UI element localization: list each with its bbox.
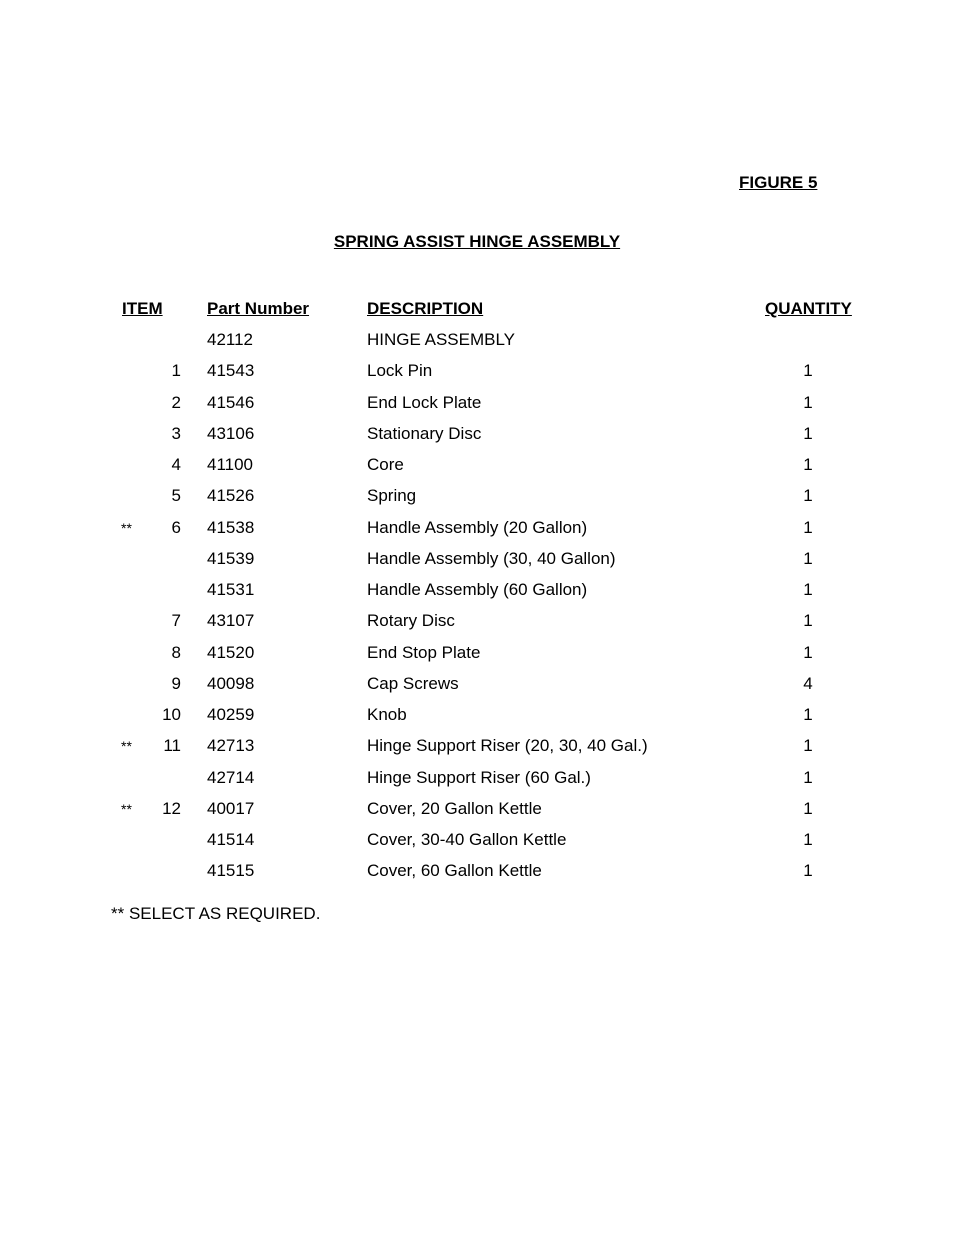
table-row [0, 830, 954, 861]
table-row [0, 455, 954, 486]
table-row [0, 674, 954, 705]
column-header-description: DESCRIPTION [367, 299, 484, 318]
description: Stationary Disc [367, 423, 482, 443]
part-number: 41100 [207, 455, 254, 474]
select-mark: ** [121, 519, 132, 536]
table-row [0, 549, 954, 580]
part-number: 43107 [207, 611, 255, 631]
table-row [0, 611, 954, 642]
description: Core [367, 455, 404, 474]
description: Cover, 20 Gallon Kettle [367, 798, 542, 818]
part-number: 41531 [207, 580, 255, 599]
item-number: 2 [171, 392, 181, 412]
quantity: 1 [803, 548, 813, 568]
part-number: 42713 [207, 736, 255, 756]
description: End Stop Plate [367, 642, 481, 662]
quantity: 4 [803, 673, 813, 693]
part-number: 42112 [207, 330, 254, 349]
select-mark: ** [121, 738, 132, 755]
table-row [0, 424, 954, 455]
quantity: 1 [803, 798, 813, 818]
item-number: 3 [171, 423, 181, 443]
description: Handle Assembly (30, 40 Gallon) [367, 548, 616, 568]
item-number: 8 [171, 642, 181, 662]
quantity: 1 [803, 767, 813, 787]
description: Lock Pin [367, 361, 433, 381]
quantity: 1 [803, 517, 813, 537]
item-number: 7 [171, 611, 181, 631]
description: Cover, 60 Gallon Kettle [367, 861, 542, 881]
part-number: 40098 [207, 673, 255, 693]
item-number: 4 [171, 455, 181, 474]
select-mark: ** [121, 800, 132, 817]
table-row [0, 736, 954, 767]
item-number: 11 [163, 736, 181, 756]
description: Handle Assembly (60 Gallon) [367, 580, 588, 599]
part-number: 41543 [207, 361, 255, 381]
description: Hinge Support Riser (60 Gal.) [367, 767, 591, 787]
description: Spring [367, 486, 417, 506]
part-number: 42714 [207, 767, 255, 787]
part-number: 41526 [207, 486, 255, 506]
part-number: 41515 [207, 861, 255, 881]
parts-table [0, 330, 954, 893]
description: HINGE ASSEMBLY [367, 330, 516, 349]
table-row [0, 799, 954, 830]
item-number: 9 [171, 673, 181, 693]
description: Handle Assembly (20 Gallon) [367, 517, 588, 537]
table-row [0, 518, 954, 549]
quantity: 1 [803, 392, 813, 412]
footnote: ** SELECT AS REQUIRED. [111, 904, 321, 923]
quantity: 1 [803, 861, 813, 881]
quantity: 1 [803, 830, 813, 849]
description: Hinge Support Riser (20, 30, 40 Gal.) [367, 736, 648, 756]
part-number: 41538 [207, 517, 255, 537]
description: Rotary Disc [367, 611, 455, 631]
quantity: 1 [803, 642, 813, 662]
quantity: 1 [803, 736, 813, 756]
item-number: 12 [162, 798, 181, 818]
part-number: 41539 [207, 548, 255, 568]
column-header-item: ITEM [122, 299, 163, 318]
description: End Lock Plate [367, 392, 482, 412]
quantity: 1 [803, 611, 813, 631]
item-number: 10 [162, 705, 181, 724]
part-number: 40259 [207, 705, 255, 724]
figure-label: FIGURE 5 [739, 173, 818, 192]
table-row [0, 861, 954, 892]
item-number: 1 [171, 361, 181, 381]
table-row [0, 768, 954, 799]
part-number: 41514 [207, 830, 255, 849]
table-row [0, 486, 954, 517]
table-row [0, 361, 954, 392]
description: Cover, 30-40 Gallon Kettle [367, 830, 567, 849]
quantity: 1 [803, 455, 813, 474]
part-number: 41520 [207, 642, 255, 662]
item-number: 5 [171, 486, 181, 506]
quantity: 1 [803, 705, 813, 724]
table-row [0, 643, 954, 674]
table-row [0, 705, 954, 736]
page-title: SPRING ASSIST HINGE ASSEMBLY [333, 232, 621, 251]
column-header-part-number: Part Number [207, 299, 310, 318]
description: Cap Screws [367, 673, 459, 693]
part-number: 41546 [207, 392, 255, 412]
table-row [0, 393, 954, 424]
column-header-quantity: QUANTITY [765, 299, 852, 318]
part-number: 43106 [207, 423, 255, 443]
quantity: 1 [803, 580, 813, 599]
part-number: 40017 [207, 798, 255, 818]
quantity: 1 [803, 486, 813, 506]
description: Knob [367, 705, 407, 724]
table-row [0, 580, 954, 611]
quantity: 1 [803, 361, 813, 381]
quantity: 1 [803, 423, 813, 443]
table-row [0, 330, 954, 361]
item-number: 6 [171, 517, 181, 537]
